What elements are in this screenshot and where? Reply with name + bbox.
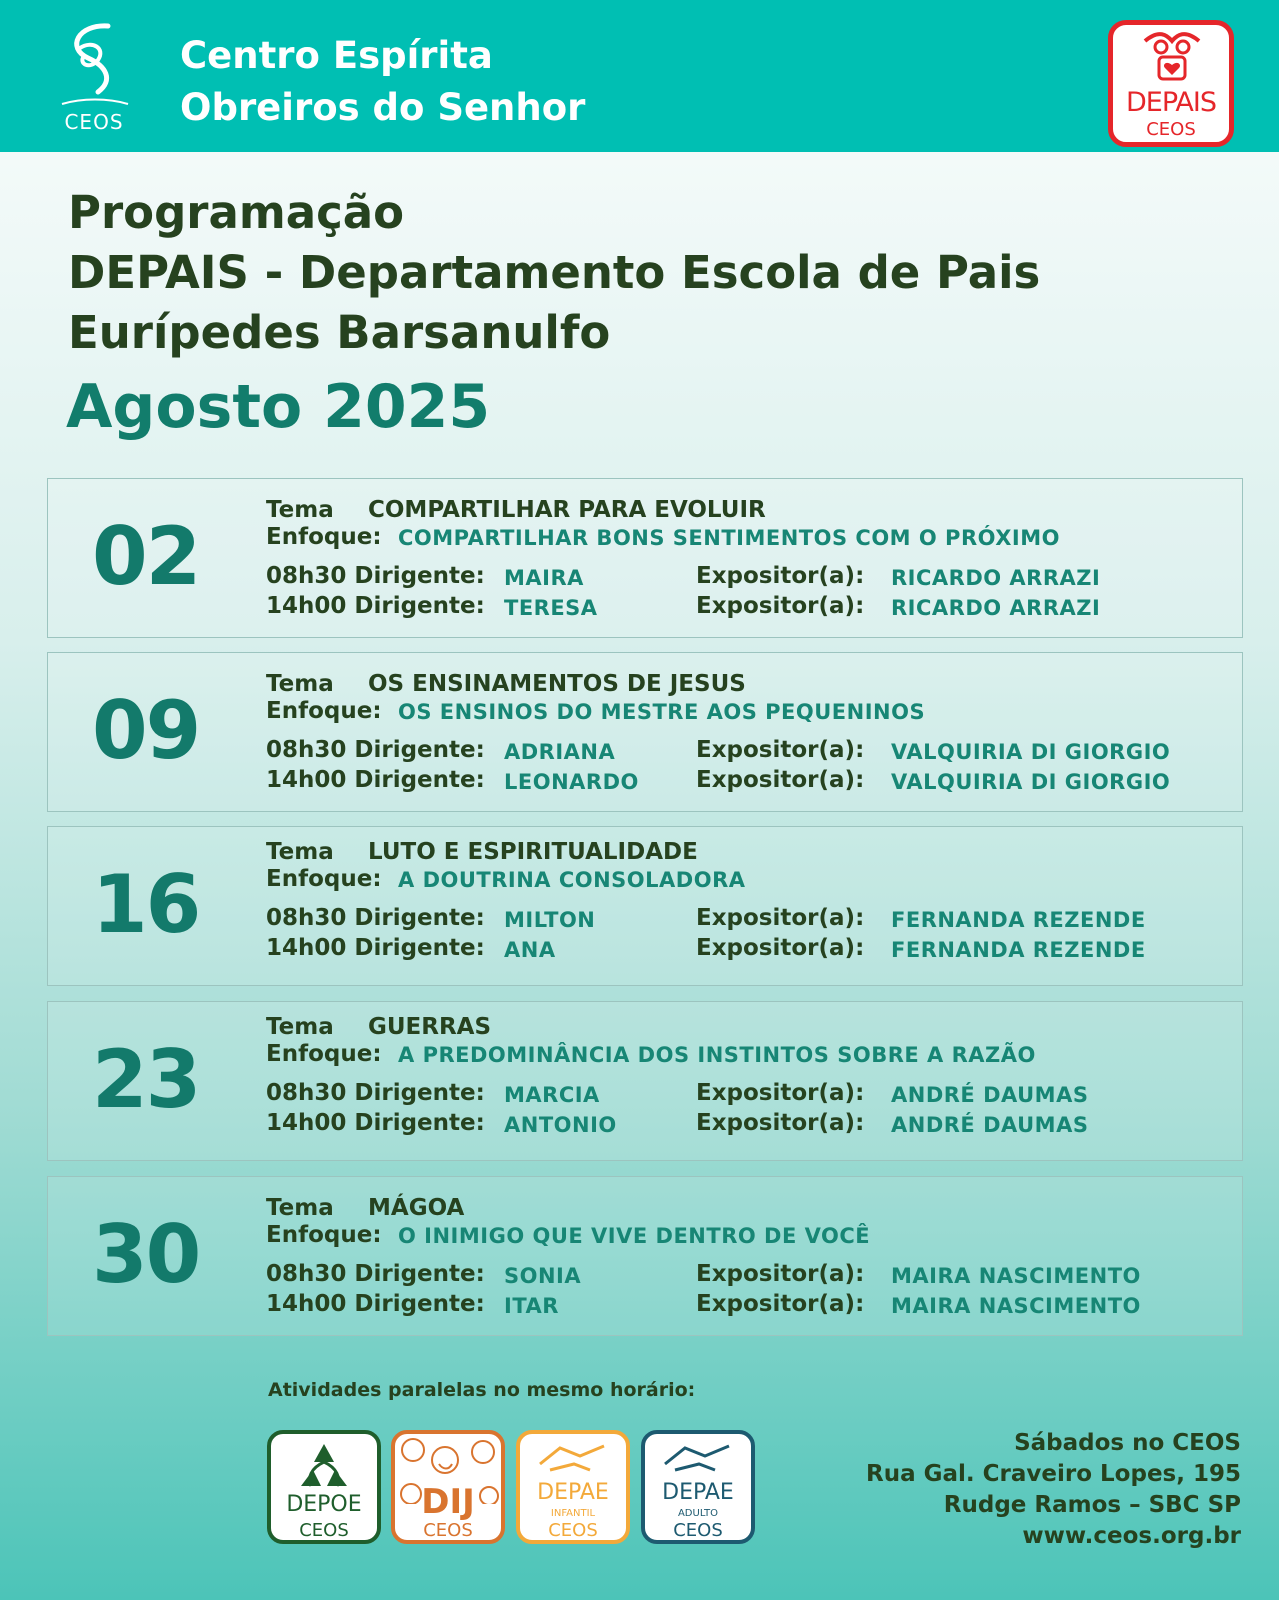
event-day: 02 [92, 510, 200, 603]
depais-logo-title: DEPAIS [1126, 87, 1216, 118]
morning-expositor-value: ANDRÉ DAUMAS [891, 1083, 1089, 1107]
event-card [47, 1001, 1243, 1161]
depae-infantil-logo-title: DEPAE [537, 1480, 609, 1505]
depais-logo [1108, 20, 1234, 147]
afternoon-dirigente-label: 14h00 Dirigente: [266, 1291, 485, 1317]
organization-name [180, 30, 585, 134]
afternoon-expositor-label: Expositor(a): [696, 767, 865, 793]
dij-logo-title: DIJ [421, 1482, 475, 1522]
afternoon-expositor-value: RICARDO ARRAZI [891, 596, 1101, 620]
org-name-line2: Obreiros do Senhor [180, 86, 586, 129]
afternoon-dirigente-value: TERESA [504, 596, 598, 620]
event-card [47, 652, 1243, 812]
address-line3: Rudge Ramos – SBC SP [943, 1492, 1241, 1518]
morning-expositor-label: Expositor(a): [696, 1261, 865, 1287]
ceos-swirl-icon [58, 18, 130, 110]
event-day: 30 [92, 1208, 200, 1301]
morning-dirigente-value: MAIRA [504, 566, 584, 590]
event-card [47, 478, 1243, 638]
title-line1: Programação [68, 186, 405, 239]
program-title [68, 183, 1040, 363]
depoe-logo-title: DEPOE [286, 1492, 362, 1517]
morning-expositor-value: VALQUIRIA DI GIORGIO [891, 740, 1171, 764]
depae-infantil-logo-sub: INFANTIL [550, 1508, 596, 1519]
morning-dirigente-value: SONIA [504, 1264, 582, 1288]
morning-expositor-label: Expositor(a): [696, 905, 865, 931]
month-heading: Agosto 2025 [66, 372, 491, 442]
tema-value: LUTO E ESPIRITUALIDADE [368, 839, 698, 865]
enfoque-value: A DOUTRINA CONSOLADORA [398, 868, 746, 892]
ceos-logo [44, 18, 144, 136]
event-day: 16 [92, 858, 200, 951]
title-line2: DEPAIS - Departamento Escola de Pais [68, 246, 1041, 299]
handshake-icon [645, 1434, 751, 1484]
tema-label: Tema [266, 1195, 334, 1221]
morning-dirigente-label: 08h30 Dirigente: [266, 1261, 485, 1287]
event-card [47, 826, 1243, 986]
afternoon-expositor-label: Expositor(a): [696, 935, 865, 961]
enfoque-value: COMPARTILHAR BONS SENTIMENTOS COM O PRÓXIMO [398, 526, 1060, 550]
org-name-line1: Centro Espírita [180, 34, 493, 77]
tema-label: Tema [266, 839, 334, 865]
header-bar [0, 0, 1279, 152]
family-heart-icon [1141, 25, 1203, 87]
depae-adulto-logo-sub: ADULTO [677, 1508, 719, 1519]
dij-logo [391, 1430, 505, 1544]
address-line2: Rua Gal. Craveiro Lopes, 195 [866, 1461, 1241, 1487]
enfoque-label: Enfoque: [266, 866, 382, 892]
parallel-activities-title: Atividades paralelas no mesmo horário: [268, 1379, 696, 1401]
tema-label: Tema [266, 671, 334, 697]
enfoque-label: Enfoque: [266, 1222, 382, 1248]
handshake-icon [520, 1434, 626, 1484]
enfoque-value: OS ENSINOS DO MESTRE AOS PEQUENINOS [398, 700, 926, 724]
address-block [866, 1428, 1241, 1552]
depae-infantil-logo-org: CEOS [548, 1520, 598, 1541]
morning-dirigente-label: 08h30 Dirigente: [266, 1080, 485, 1106]
morning-expositor-value: FERNANDA REZENDE [891, 908, 1146, 932]
depae-infantil-logo [516, 1430, 630, 1544]
depae-adulto-logo-org: CEOS [673, 1520, 723, 1541]
morning-expositor-label: Expositor(a): [696, 563, 865, 589]
dij-logo-org: CEOS [423, 1520, 473, 1541]
afternoon-expositor-value: VALQUIRIA DI GIORGIO [891, 770, 1171, 794]
tema-value: GUERRAS [368, 1014, 492, 1040]
enfoque-label: Enfoque: [266, 698, 382, 724]
ceos-logo-label: CEOS [64, 110, 124, 134]
afternoon-dirigente-label: 14h00 Dirigente: [266, 935, 485, 961]
afternoon-dirigente-label: 14h00 Dirigente: [266, 593, 485, 619]
address-line1: Sábados no CEOS [1014, 1430, 1241, 1456]
afternoon-dirigente-value: ANA [504, 938, 556, 962]
depae-adulto-logo-title: DEPAE [662, 1480, 734, 1505]
afternoon-expositor-label: Expositor(a): [696, 593, 865, 619]
enfoque-value: A PREDOMINÂNCIA DOS INSTINTOS SOBRE A RAZÃO [398, 1043, 1036, 1067]
tema-value: COMPARTILHAR PARA EVOLUIR [368, 497, 766, 523]
title-line3: Eurípedes Barsanulfo [68, 306, 611, 359]
afternoon-dirigente-value: LEONARDO [504, 770, 639, 794]
afternoon-dirigente-value: ITAR [504, 1294, 559, 1318]
depoe-logo [267, 1430, 381, 1544]
enfoque-label: Enfoque: [266, 1041, 382, 1067]
afternoon-expositor-label: Expositor(a): [696, 1110, 865, 1136]
morning-dirigente-label: 08h30 Dirigente: [266, 737, 485, 763]
event-day: 09 [92, 684, 200, 777]
depoe-logo-org: CEOS [299, 1520, 349, 1541]
morning-expositor-value: MAIRA NASCIMENTO [891, 1264, 1141, 1288]
morning-dirigente-label: 08h30 Dirigente: [266, 905, 485, 931]
morning-dirigente-value: ADRIANA [504, 740, 616, 764]
depae-adulto-logo [641, 1430, 755, 1544]
morning-dirigente-label: 08h30 Dirigente: [266, 563, 485, 589]
event-card [47, 1176, 1243, 1336]
afternoon-dirigente-label: 14h00 Dirigente: [266, 767, 485, 793]
morning-dirigente-value: MARCIA [504, 1083, 600, 1107]
afternoon-expositor-value: MAIRA NASCIMENTO [891, 1294, 1141, 1318]
tema-value: MÁGOA [368, 1195, 465, 1221]
morning-expositor-label: Expositor(a): [696, 1080, 865, 1106]
afternoon-expositor-value: FERNANDA REZENDE [891, 938, 1146, 962]
website-link[interactable]: www.ceos.org.br [1022, 1523, 1241, 1549]
morning-expositor-value: RICARDO ARRAZI [891, 566, 1101, 590]
afternoon-expositor-label: Expositor(a): [696, 1291, 865, 1317]
enfoque-value: O INIMIGO QUE VIVE DENTRO DE VOCÊ [398, 1224, 871, 1248]
enfoque-label: Enfoque: [266, 524, 382, 550]
morning-expositor-label: Expositor(a): [696, 737, 865, 763]
tema-value: OS ENSINAMENTOS DE JESUS [368, 671, 746, 697]
afternoon-dirigente-value: ANTONIO [504, 1113, 617, 1137]
depais-logo-sub: CEOS [1146, 119, 1196, 140]
tema-label: Tema [266, 1014, 334, 1040]
event-day: 23 [92, 1033, 200, 1126]
morning-dirigente-value: MILTON [504, 908, 596, 932]
afternoon-dirigente-label: 14h00 Dirigente: [266, 1110, 485, 1136]
tema-label: Tema [266, 497, 334, 523]
afternoon-expositor-value: ANDRÉ DAUMAS [891, 1113, 1089, 1137]
